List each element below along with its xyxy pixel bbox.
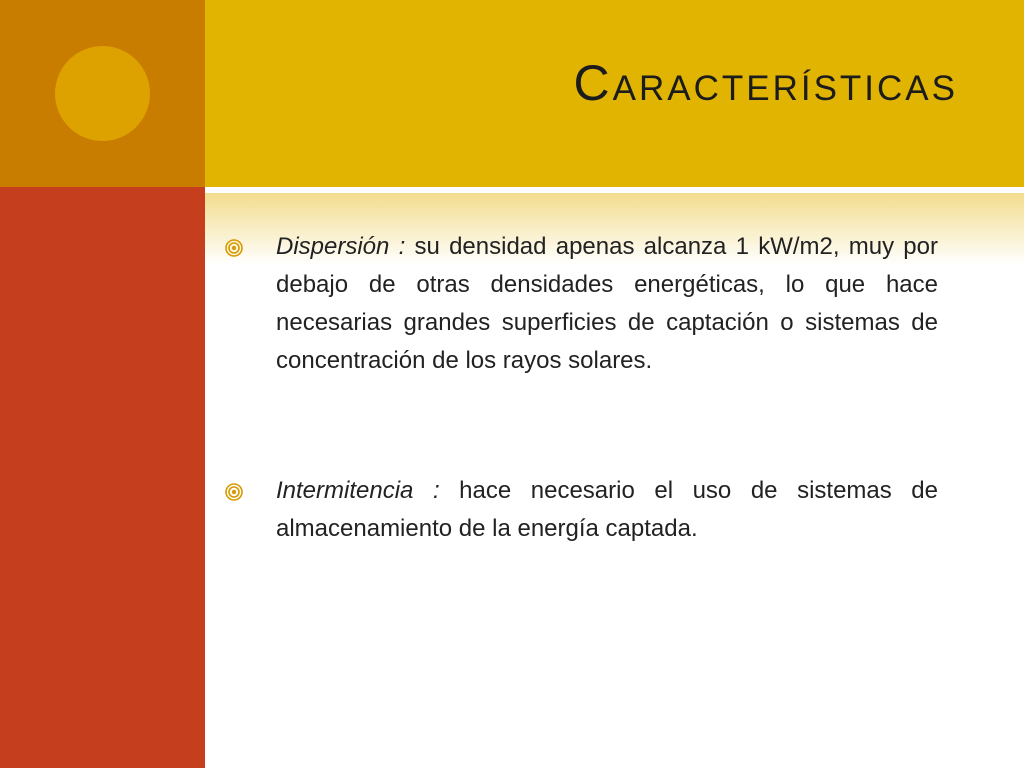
side-bar <box>0 187 205 768</box>
circle-bullet-icon <box>224 238 244 258</box>
bullet-term: Dispersión : <box>276 233 406 260</box>
bullet-term: Intermitencia : <box>276 477 440 504</box>
bullet-text: su densidad apenas alcanza 1 kW/m2, muy por debajo de otras densidades energéticas, lo que hace necesarias grandes superficies de captación o sistemas de concentración de los rayos solares. <box>276 233 938 374</box>
bullet-item-dispersion <box>222 228 938 380</box>
slide-title: Características <box>573 55 958 111</box>
decorative-circle <box>55 46 150 141</box>
bullet-list <box>222 228 938 548</box>
bullet-text: hace necesario el uso de sistemas de almacenamiento de la energía captada. <box>276 477 938 542</box>
bullet-item-intermitencia <box>222 472 938 548</box>
circle-bullet-icon <box>224 482 244 502</box>
